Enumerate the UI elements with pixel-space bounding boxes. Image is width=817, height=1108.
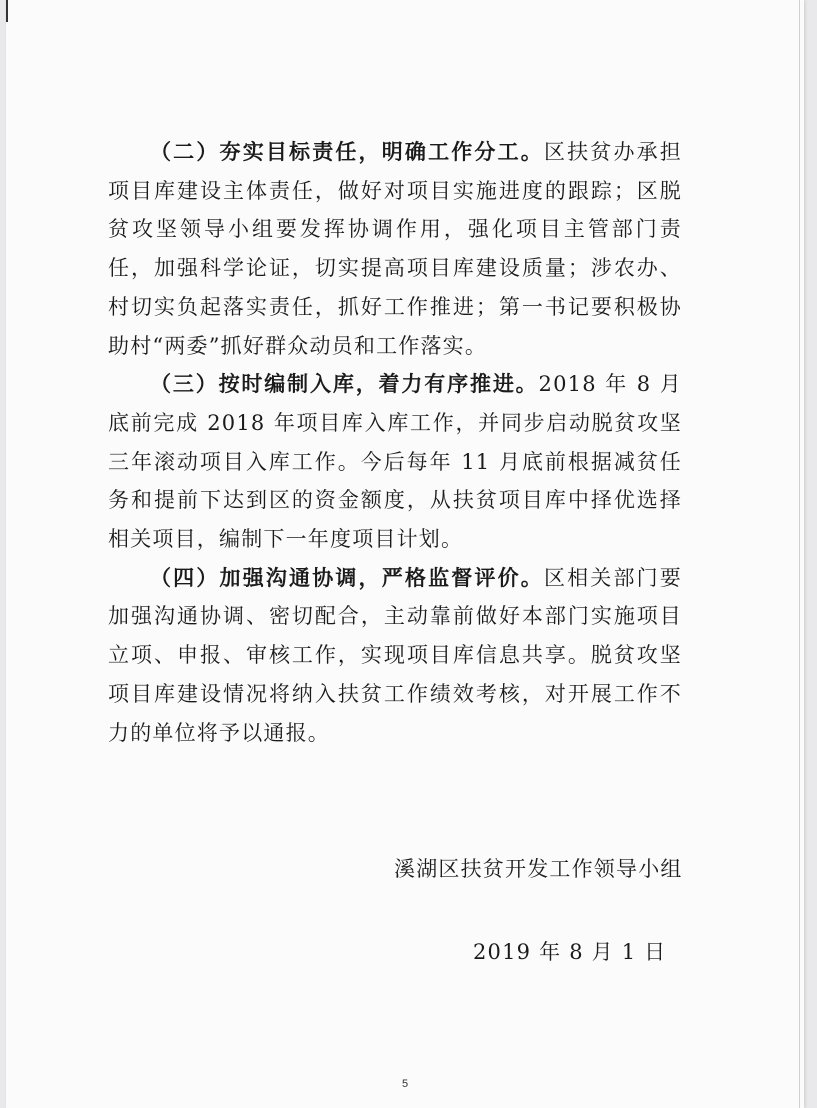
section-2-body: 区扶贫办承担项目库建设主体责任，做好对项目实施进度的跟踪；区脱贫攻坚领导小组要发挥协调作用，强化项目主管部门责任，加强科学论证，切实提高项目库建设质量；涉农办、村切实负起落实责任，抓好工作推进；第一书记要积极协助村“两委”抓好群众动员和工作落实。 <box>108 140 682 358</box>
section-4-heading: （四）加强沟通协调，严格监督评价。 <box>150 564 544 590</box>
section-2-heading: （二）夯实目标责任，明确工作分工。 <box>150 139 544 164</box>
page-number: 5 <box>401 1078 409 1090</box>
document-page <box>6 0 804 1108</box>
document-body <box>108 133 682 752</box>
issuer-signature: 溪湖区扶贫开发工作领导小组 <box>394 857 683 881</box>
section-3-body: 2018 年 8 月底前完成 2018 年项目库入库工作，并同步启动脱贫攻坚三年滚动项目入库工作。今后每年 11 月底前根据减贫任务和提前下达到区的资金额度，从扶贫项目库中择优选择相关项目，编制下一年度项目计划。 <box>108 372 682 552</box>
section-3-paragraph <box>108 365 682 559</box>
scan-corner-mark <box>6 0 8 22</box>
section-4-body: 区相关部门要加强沟通协调、密切配合，主动靠前做好本部门实施项目立项、申报、审核工作，实现项目库信息共享。脱贫攻坚项目库建设情况将纳入扶贫工作绩效考核，对开展工作不力的单位将予以通报。 <box>108 565 682 745</box>
page-edge <box>799 0 800 1108</box>
section-4-paragraph <box>108 559 682 753</box>
issue-date: 2019 年 8 月 1 日 <box>473 940 667 964</box>
section-2-paragraph <box>108 133 682 365</box>
section-3-heading: （三）按时编制入库，着力有序推进。 <box>150 371 539 397</box>
